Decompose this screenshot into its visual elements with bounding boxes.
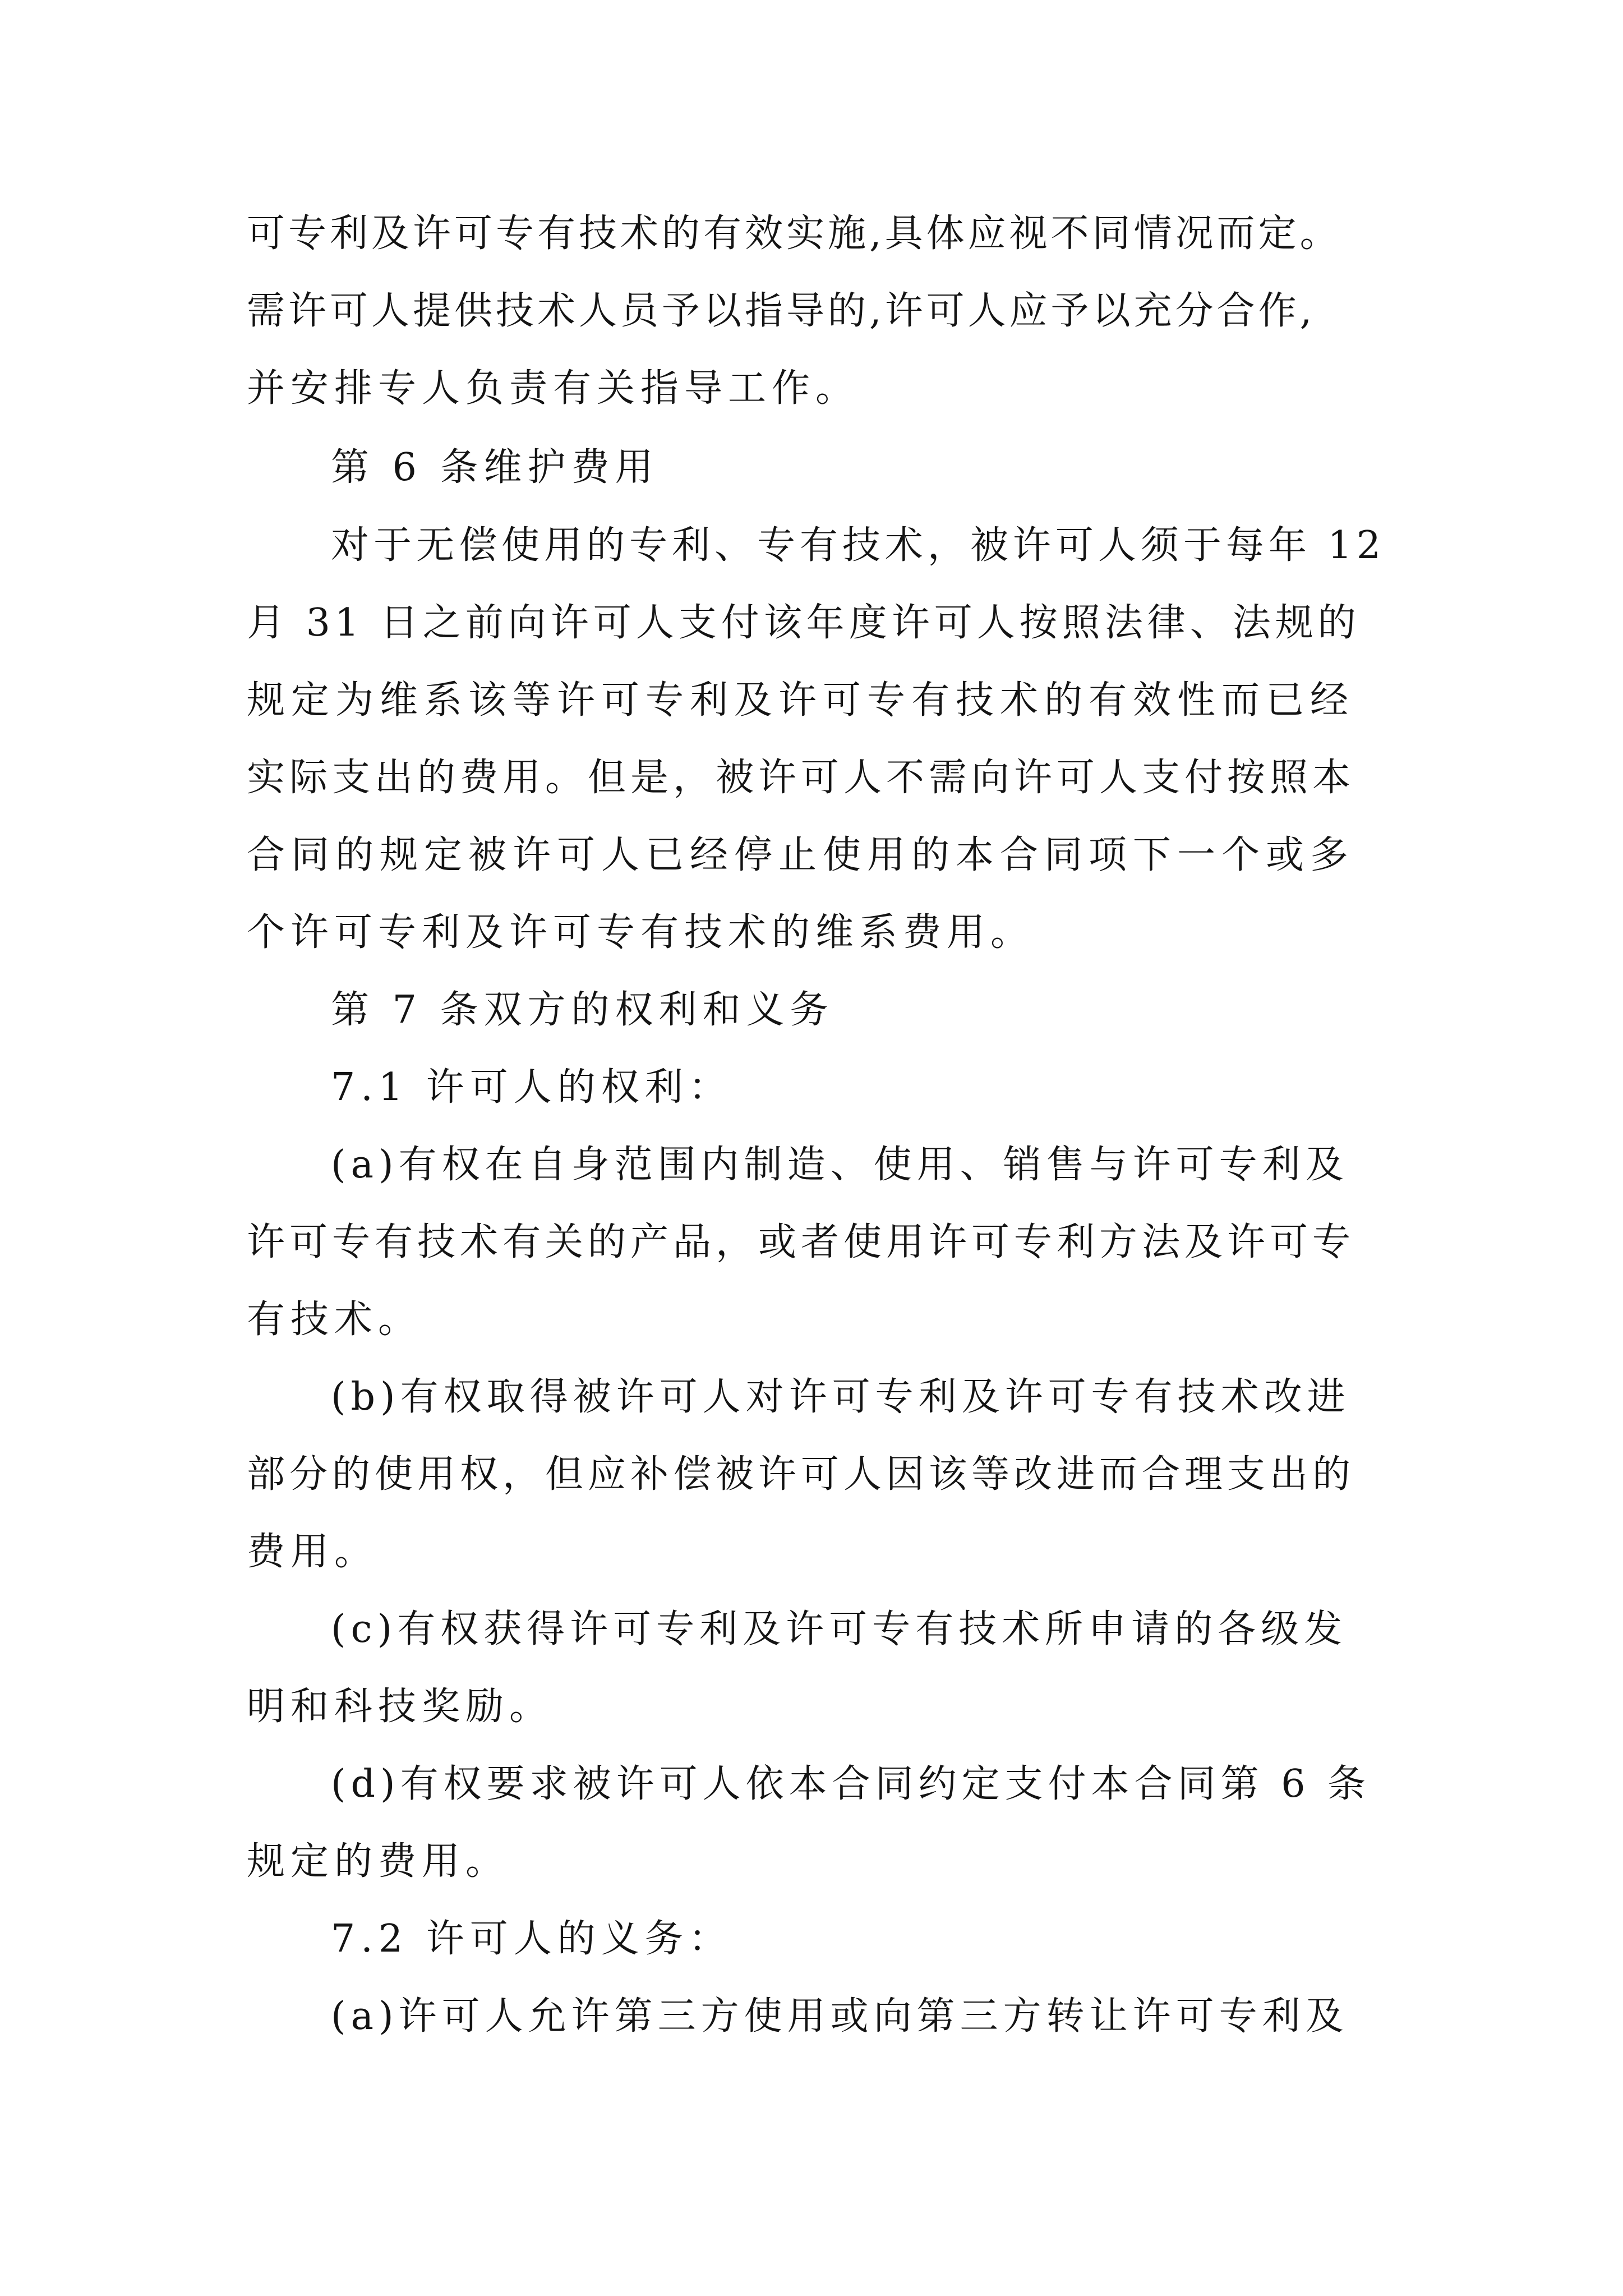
section-heading: 第 6 条维护费用 (331, 445, 659, 490)
body-text-line: 部分的使用权，但应补偿被许可人因该等改进而合理支出的 (247, 1452, 1355, 1497)
body-text-line: (d)有权要求被许可人依本合同约定支付本合同第 6 条 (331, 1762, 1371, 1806)
body-text-line: 明和科技奖励。 (247, 1685, 554, 1729)
body-text-line: 并安排专人负责有关指导工作。 (247, 366, 860, 411)
body-text-line: 规定的费用。 (247, 1839, 510, 1884)
body-text-line: 许可专有技术有关的产品，或者使用许可专利方法及许可专 (247, 1220, 1355, 1264)
body-text-line: 费用。 (247, 1530, 379, 1574)
body-text-line: 需许可人提供技术人员予以指导的,许可人应予以充分合作, (247, 289, 1316, 333)
body-text-line: 实际支出的费用。但是，被许可人不需向许可人支付按照本 (247, 756, 1355, 800)
body-text-line: 合同的规定被许可人已经停止使用的本合同项下一个或多 (247, 833, 1355, 877)
body-text-line: (b)有权取得被许可人对许可专利及许可专有技术改进 (331, 1375, 1350, 1419)
body-text-line: 月 31 日之前向许可人支付该年度许可人按照法律、法规的 (247, 601, 1361, 645)
body-text-line: (a)许可人允许第三方使用或向第三方转让许可专利及 (331, 1994, 1349, 2039)
body-text-line: (c)有权获得许可专利及许可专有技术所申请的各级发 (331, 1607, 1348, 1651)
body-text-line: 对于无偿使用的专利、专有技术，被许可人须于每年 12 (331, 523, 1385, 568)
section-heading: 第 7 条双方的权利和义务 (331, 988, 834, 1032)
subsection-heading: 7.1 许可人的权利： (331, 1065, 732, 1110)
body-text-line: 个许可专利及许可专有技术的维系费用。 (247, 910, 1035, 955)
body-text-line: 可专利及许可专有技术的有效实施,具体应视不同情况而定。 (247, 211, 1341, 256)
body-text-line: 有技术。 (247, 1297, 422, 1342)
body-text-line: (a)有权在自身范围内制造、使用、销售与许可专利及 (331, 1143, 1349, 1187)
subsection-heading: 7.2 许可人的义务： (331, 1917, 732, 1961)
body-text-line: 规定为维系该等许可专利及许可专有技术的有效性而已经 (247, 678, 1355, 723)
